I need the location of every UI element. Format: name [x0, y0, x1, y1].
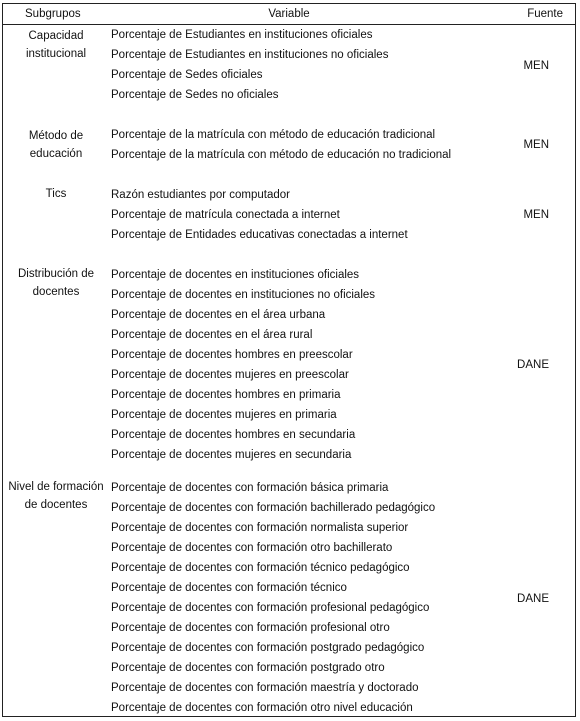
- variable-list: [111, 265, 375, 465]
- list-item: Porcentaje de la matrícula con método de educación no tradicional: [111, 149, 452, 161]
- list-item: Porcentaje de Entidades educativas conectadas a internet: [111, 229, 408, 241]
- variable-list: [111, 25, 388, 105]
- list-item: Porcentaje de docentes con formación postgrado pedagógico: [111, 642, 425, 654]
- list-item: Porcentaje de docentes mujeres en secundaria: [111, 449, 352, 461]
- subgroup-label: Nivel de formación de docentes: [8, 481, 104, 511]
- source-label: MEN: [523, 60, 549, 72]
- header-source: Fuente: [527, 8, 563, 20]
- header-subgroups: Subgrupos: [25, 8, 81, 20]
- source-label: MEN: [523, 139, 549, 151]
- list-item: Porcentaje de docentes con formación normalista superior: [111, 522, 409, 534]
- list-item: Porcentaje de docentes con formación otro bachillerato: [111, 542, 393, 554]
- list-item: Porcentaje de docentes en el área urbana: [111, 309, 326, 321]
- list-item: Porcentaje de docentes hombres en secundaria: [111, 429, 356, 441]
- list-item: Porcentaje de docentes con formación maestría y doctorado: [111, 682, 419, 694]
- source-label: DANE: [517, 359, 549, 371]
- subgroup-label: Distribución de docentes: [17, 268, 95, 298]
- list-item: Porcentaje de docentes hombres en primaria: [111, 389, 341, 401]
- list-item: Porcentaje de docentes con formación bachillerado pedagógico: [111, 502, 436, 514]
- list-item: Porcentaje de docentes con formación técnico pedagógico: [111, 562, 410, 574]
- list-item: Porcentaje de docentes mujeres en preescolar: [111, 369, 349, 381]
- variable-list: [111, 185, 408, 245]
- list-item: Porcentaje de docentes con formación postgrado otro: [111, 662, 385, 674]
- subgroup-label: Método de educación: [28, 130, 84, 160]
- list-item: Porcentaje de matrícula conectada a internet: [111, 209, 340, 221]
- list-item: Porcentaje de docentes con formación profesional pedagógico: [111, 602, 430, 614]
- list-item: Porcentaje de docentes mujeres en primaria: [111, 409, 337, 421]
- list-item: Razón estudiantes por computador: [111, 189, 290, 201]
- list-item: Porcentaje de docentes en instituciones oficiales: [111, 269, 360, 281]
- list-item: Porcentaje de Sedes oficiales: [111, 69, 263, 81]
- subgroup-label: Tics: [45, 188, 67, 200]
- list-item: Porcentaje de Estudiantes en instituciones oficiales: [111, 29, 373, 41]
- table-header-row: [3, 4, 575, 25]
- variable-list: [111, 125, 451, 165]
- variable-list: [111, 478, 435, 718]
- list-item: Porcentaje de docentes con formación básica primaria: [111, 482, 389, 494]
- header-variable: Variable: [268, 8, 310, 20]
- list-item: Porcentaje de docentes con formación técnico: [111, 582, 347, 594]
- list-item: Porcentaje de Sedes no oficiales: [111, 89, 279, 101]
- list-item: Porcentaje de la matrícula con método de educación tradicional: [111, 129, 436, 141]
- list-item: Porcentaje de docentes hombres en preescolar: [111, 349, 353, 361]
- variables-table: [2, 3, 576, 717]
- list-item: Porcentaje de docentes con formación otro nivel educación: [111, 702, 413, 714]
- list-item: Porcentaje de docentes en instituciones no oficiales: [111, 289, 376, 301]
- source-label: DANE: [517, 593, 549, 605]
- list-item: Porcentaje de docentes con formación profesional otro: [111, 622, 390, 634]
- list-item: Porcentaje de Estudiantes en instituciones no oficiales: [111, 49, 389, 61]
- subgroup-label: Capacidad institucional: [25, 30, 87, 60]
- source-label: MEN: [523, 209, 549, 221]
- list-item: Porcentaje de docentes en el área rural: [111, 329, 313, 341]
